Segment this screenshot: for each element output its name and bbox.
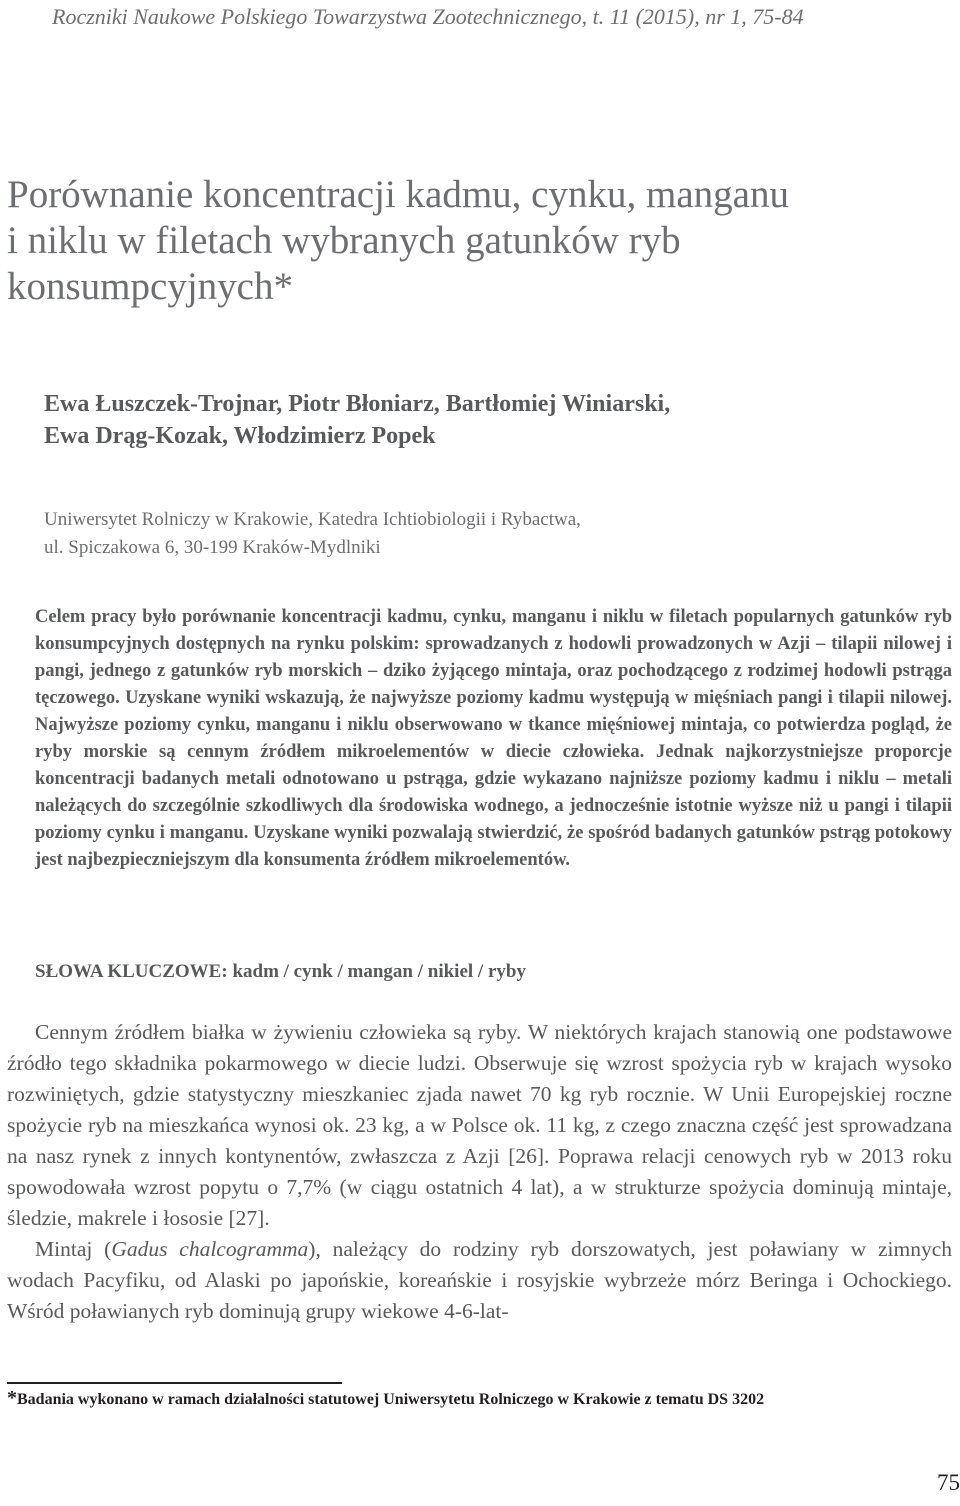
abstract: Celem pracy było porównanie koncentracji kadmu, cynku, manganu i niklu w filetach popularnych gatunków ryb konsumpcyjnych dostępnych na rynku polskim: sprowadzanych z hodowli prowadzonych w Azji – tilapii nilowej i pangi, jednego z gatunków ryb morskich – dziko żyjącego mintaja, oraz pochodzącego z rodzimej hodowli pstrąga tęczowego. Uzyskane wyniki wskazują, że najwyższe poziomy kadmu występują w mięśniach pangi i tilapii nilowej. Najwyższe poziomy cynku, manganu i niklu obserwowano w tkance mięśniowej mintaja, co potwierdza pogląd, że ryby morskie są cennym źródłem mikroelementów w diecie człowieka. Jednak najkorzystniejsze proporcje koncentracji badanych metali odnotowano u pstrąga, gdzie wykazano najniższe poziomy kadmu i niklu – metali należących do szczególnie szkodliwych dla środowiska wodnego, a jednocześnie istotnie wyższe niż u pangi i tilapii poziomy cynku i manganu. Uzyskane wyniki pozwalają stwierdzić, że spośród badanych gatunków pstrąg potokowy jest najbezpieczniejszym dla konsumenta źródłem mikroelementów. [35,607,952,870]
body-paragraph: Cennym źródłem białka w żywieniu człowieka są ryby. W niektórych krajach stanowią one podstawowe źródło tego składnika pokarmowego w diecie ludzi. Obserwuje się wzrost spożycia ryb w krajach wysoko rozwiniętych, gdzie statystyczny mieszkaniec zjada nawet 70 kg ryb rocznie. W Unii Europejskiej roczne spożycie ryb na mieszkańca wynosi ok. 23 kg, a w Polsce ok. 11 kg, z czego znaczna część jest sprowadzana na nasz rynek z innych kontynentów, zwłaszcza z Azji [26]. Poprawa relacji cenowych ryb w 2013 roku spowodowała wzrost popytu o 7,7% (w ciągu ostatnich 4 lat), a w strukturze spożycia dominują mintaje, śledzie, makrele i łososie [27]. [7,1020,952,1230]
title-line: konsumpcyjnych* [7,265,293,308]
body-text-span: Mintaj ( [35,1237,112,1261]
affiliation-line: ul. Spiczakowa 6, 30-199 Kraków-Mydlniki [44,537,381,558]
species-name: Gadus chalcogramma [111,1237,309,1261]
footnote-text: Badania wykonano w ramach działalności statutowej Uniwersytetu Rolniczego w Krakowie z tematu DS 3202 [17,1391,765,1408]
footnote-rule [7,1382,342,1384]
title-line: i niklu w filetach wybranych gatunków ryb [7,219,681,262]
author-line: Ewa Drąg-Kozak, Włodzimierz Popek [44,423,436,449]
article-title [7,172,952,310]
body-text [7,1017,952,1327]
keywords [35,958,952,986]
page-number: 75 [937,1470,960,1495]
footnote [7,1386,952,1412]
affiliation [44,506,944,562]
footnote-mark: * [7,1387,17,1409]
author-list [44,388,944,452]
keywords-label: SŁOWA KLUCZOWE: [35,961,228,982]
body-text-span: ), należący do rodziny ryb dorszowatych, jest poławiany w zimnych wodach Pacyfiku, od Alaski po japońskie, koreańskie i rosyjskie wybrzeże mórz Beringa i Ochockiego. Wśród poławianych ryb dominują grupy wiekowe 4-6-lat- [7,1237,953,1323]
affiliation-line: Uniwersytet Rolniczy w Krakowie, Katedra Ichtiobiologii i Rybactwa, [44,509,581,530]
body-paragraph [7,1234,952,1327]
author-line: Ewa Łuszczek-Trojnar, Piotr Błoniarz, Bartłomiej Winiarski, [44,391,671,417]
keywords-list: kadm / cynk / mangan / nikiel / ryby [232,961,526,982]
journal-header: Roczniki Naukowe Polskiego Towarzystwa Zootechnicznego, t. 11 (2015), nr 1, 75-84 [52,4,804,29]
title-line: Porównanie koncentracji kadmu, cynku, manganu [7,173,789,216]
